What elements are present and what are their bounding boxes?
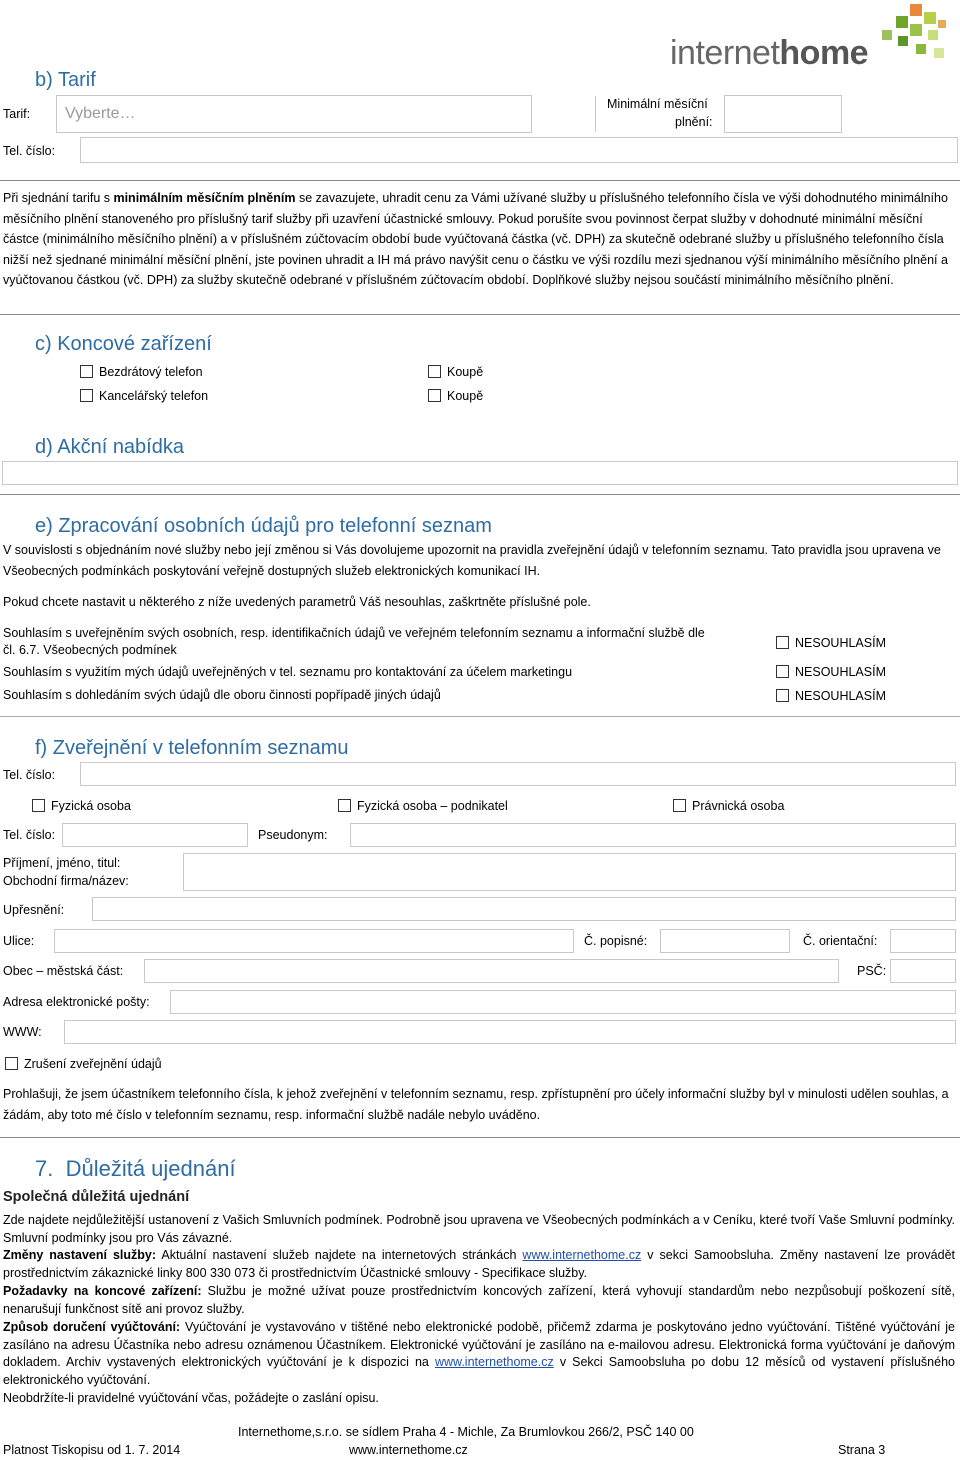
- akcni-field[interactable]: [2, 461, 958, 485]
- name-field[interactable]: [183, 853, 956, 891]
- orientacni-field[interactable]: [890, 929, 956, 953]
- consent-text: čl. 6.7. Všeobecných podmínek: [3, 643, 177, 657]
- tel-label: Tel. číslo:: [3, 768, 56, 782]
- www-label: WWW:: [3, 1025, 42, 1039]
- orientacni-label: Č. orientační:: [803, 934, 878, 948]
- nesouhlasim-option[interactable]: NESOUHLASÍM: [776, 689, 886, 703]
- tarif-heading: b) Tarif: [35, 69, 96, 91]
- obec-field[interactable]: [144, 959, 839, 983]
- tarif-select-value: Vyberte…: [65, 105, 136, 122]
- divider: [0, 314, 960, 315]
- psc-label: PSČ:: [857, 964, 887, 978]
- checkbox-icon[interactable]: [5, 1057, 18, 1070]
- consent-text: Souhlasím s dohledáním svých údajů dle oboru činnosti popřípadě jiných údajů: [3, 688, 441, 702]
- tarif-divider: [595, 96, 596, 132]
- divider: [0, 180, 960, 181]
- zverejneni-heading: f) Zveřejnění v telefonním seznamu: [35, 737, 349, 759]
- logo-squares-icon: [872, 2, 952, 72]
- ujednani-subheading: Společná důležitá ujednání: [3, 1189, 190, 1205]
- ujednani-intro: Zde najdete nejdůležitější ustanovení z Vašich Smluvních podmínek. Podrobně jsou upravena ve Všeobecných podmínkách a v Ceníku, které tvoří Vaše Smluvní podmínky. Smluvní podmínky jsou pro Vás závazné.: [3, 1213, 955, 1245]
- consent-text: Souhlasím s uveřejněním svých osobních, resp. identifikačních údajů ve veřejném telefonním seznamu a informační službě dle: [3, 626, 705, 640]
- checkbox-icon[interactable]: [673, 799, 686, 812]
- device-buy-option[interactable]: Koupě: [428, 389, 483, 403]
- doruceni-paragraph: Způsob doručení vyúčtování: Vyúčtování je vystavováno v tištěné nebo elektronické podobě, přičemž zdarma je poskytováno jedno vyúčtování. Tištěné vyúčtování je zasíláno na adresu Účastníka nebo adresu oznámenou Účastníkem. Elektronické vyúčtování je zasíláno na e-mailovou adresu. Elektronická forma vyúčtování je daňovým dokladem. Archiv vystavených elektronických vyúčtování je k dispozici na www.internethome.cz v Sekci Samoobsluha po dobu 12 měsíců od vystavení příslušného elektronického vyúčtování.: [3, 1320, 956, 1387]
- nesouhlasim-option[interactable]: NESOUHLASÍM: [776, 665, 886, 679]
- consent-text: Souhlasím s využitím mých údajů uveřejněných v tel. seznamu pro kontaktování za účelem marketingu: [3, 665, 573, 679]
- neobdrzite-text: Neobdržíte-li pravidelné vyúčtování včas, požádejte o zaslání opisu.: [3, 1391, 379, 1405]
- device-buy-option[interactable]: Koupě: [428, 365, 483, 379]
- type-option[interactable]: Právnická osoba: [673, 799, 784, 813]
- tel-label: Tel. číslo:: [3, 828, 56, 842]
- tel-label: Tel. číslo:: [3, 144, 56, 158]
- tel-field[interactable]: [80, 137, 958, 163]
- tel-field[interactable]: [80, 762, 956, 786]
- ulice-field[interactable]: [54, 929, 574, 953]
- ujednani-heading: 7. Důležitá ujednání: [35, 1156, 236, 1181]
- divider: [0, 494, 960, 495]
- zpracovani-para2: Pokud chcete nastavit u některého z níže uvedených parametrů Váš nesouhlas, zaškrtněte příslušné pole.: [3, 595, 591, 609]
- tarif-select[interactable]: [56, 95, 532, 133]
- upresneni-field[interactable]: [92, 897, 956, 921]
- obec-label: Obec – městská část:: [3, 964, 124, 978]
- email-label: Adresa elektronické pošty:: [3, 995, 150, 1009]
- tarif-label: Tarif:: [3, 107, 31, 121]
- device-option[interactable]: Kancelářský telefon: [80, 389, 208, 403]
- divider: [0, 716, 960, 717]
- checkbox-icon[interactable]: [338, 799, 351, 812]
- upresneni-label: Upřesnění:: [3, 903, 65, 917]
- ulice-label: Ulice:: [3, 934, 35, 948]
- checkbox-icon[interactable]: [80, 365, 93, 378]
- device-option[interactable]: Bezdrátový telefon: [80, 365, 203, 379]
- min-plneni-label-2: plnění:: [675, 115, 713, 129]
- tarif-paragraph: Při sjednání tarifu s minimálním měsíčním plněním se zavazujete, uhradit cenu za Vámi užívané služby u příslušného telefonního čísla ve výši dohodnutého minimálního měsíčního plnění stanoveného pro příslušný tarif služby při uzavření účastnické smlouvy. Pokud porušíte svou povinnost čerpat služby v dohodnuté minimální měsíční částce (minimálního měsíčního plnění) a v příslušném zúčtovacím období bude vyúčtovaná částka (vč. DPH) za skutečně odebrané služby u příslušného telefonního čísla nižší než sjednané minimální měsíční plnění, jste povinen uhradit a IH má právo navýšit cenu o částku ve výši rozdílu mezi sjednanou výší minimálního měsíčního plnění a vyúčtovanou částkou (vč. DPH) za služby skutečně odebrané v příslušném zúčtovacím období. Doplňkové služby nejsou součástí minimálního měsíčního plnění.: [3, 191, 948, 287]
- www-field[interactable]: [64, 1020, 956, 1044]
- pozadavky-paragraph: Požadavky na koncové zařízení: Službu je možné užívat pouze prostřednictvím koncových zařízení, která vyhovují standardům nebo nezpůsobují poškození sítě, nenarušují funkčnost sítě ani provoz služby.: [3, 1284, 955, 1316]
- psc-field[interactable]: [890, 959, 956, 983]
- checkbox-icon[interactable]: [776, 689, 789, 702]
- akcni-heading: d) Akční nabídka: [35, 436, 184, 458]
- checkbox-icon[interactable]: [428, 389, 441, 402]
- type-option[interactable]: Fyzická osoba: [32, 799, 131, 813]
- footer-company: Internethome,s.r.o. se sídlem Praha 4 - Michle, Za Brumlovkou 266/2, PSČ 140 00: [238, 1425, 694, 1439]
- zpracovani-heading: e) Zpracování osobních údajů pro telefonní seznam: [35, 515, 492, 537]
- tel-field[interactable]: [62, 823, 248, 847]
- checkbox-icon[interactable]: [32, 799, 45, 812]
- checkbox-icon[interactable]: [776, 665, 789, 678]
- pseudonym-label: Pseudonym:: [258, 828, 328, 842]
- footer-web: www.internethome.cz: [349, 1443, 468, 1457]
- nesouhlasim-option[interactable]: NESOUHLASÍM: [776, 636, 886, 650]
- declaration-text: Prohlašuji, že jsem účastníkem telefonního čísla, k jehož zveřejnění v telefonním seznamu, resp. zpřístupnění pro účely informační služby byl v minulosti udělen souhlas, a žádám, aby toto mé číslo v telefonním seznamu, resp. informační službě nadále nebylo uváděno.: [3, 1087, 949, 1122]
- pseudonym-field[interactable]: [350, 823, 956, 847]
- zruseni-option[interactable]: Zrušení zveřejnění údajů: [5, 1057, 162, 1071]
- footer-page: Strana 3: [838, 1443, 886, 1457]
- email-field[interactable]: [170, 990, 956, 1014]
- divider: [0, 1137, 960, 1138]
- koncove-heading: c) Koncové zařízení: [35, 333, 212, 355]
- name-label: Příjmení, jméno, titul:: [3, 856, 121, 870]
- popisne-label: Č. popisné:: [584, 934, 648, 948]
- logo-text: internethome: [670, 34, 869, 72]
- checkbox-icon[interactable]: [80, 389, 93, 402]
- checkbox-icon[interactable]: [776, 636, 789, 649]
- checkbox-icon[interactable]: [428, 365, 441, 378]
- website-link[interactable]: www.internethome.cz: [434, 1355, 554, 1369]
- min-plneni-field[interactable]: [724, 95, 842, 133]
- zpracovani-para1: V souvislosti s objednáním nové služby nebo její změnou si Vás dovolujeme upozornit na pravidla zveřejnění údajů v telefonním seznamu. Tato pravidla jsou upravena ve Všeobecných podmínkách poskytování veřejně dostupných služeb elektronických komunikací IH.: [3, 543, 941, 578]
- footer-validity: Platnost Tiskopisu od 1. 7. 2014: [3, 1443, 181, 1457]
- type-option[interactable]: Fyzická osoba – podnikatel: [338, 799, 508, 813]
- website-link[interactable]: www.internethome.cz: [522, 1248, 642, 1262]
- min-plneni-label-1: Minimální měsíční: [607, 97, 708, 111]
- zmeny-paragraph: Změny nastavení služby: Aktuální nastavení služeb najdete na internetových stránkách www.internethome.cz v sekci Samoobsluha. Změny nastavení lze provádět prostřednictvím zákaznické linky 800 330 073 či prostřednictvím Účastnické smlouvy - Specifikace služby.: [3, 1248, 955, 1280]
- popisne-field[interactable]: [660, 929, 790, 953]
- firm-label: Obchodní firma/název:: [3, 874, 129, 888]
